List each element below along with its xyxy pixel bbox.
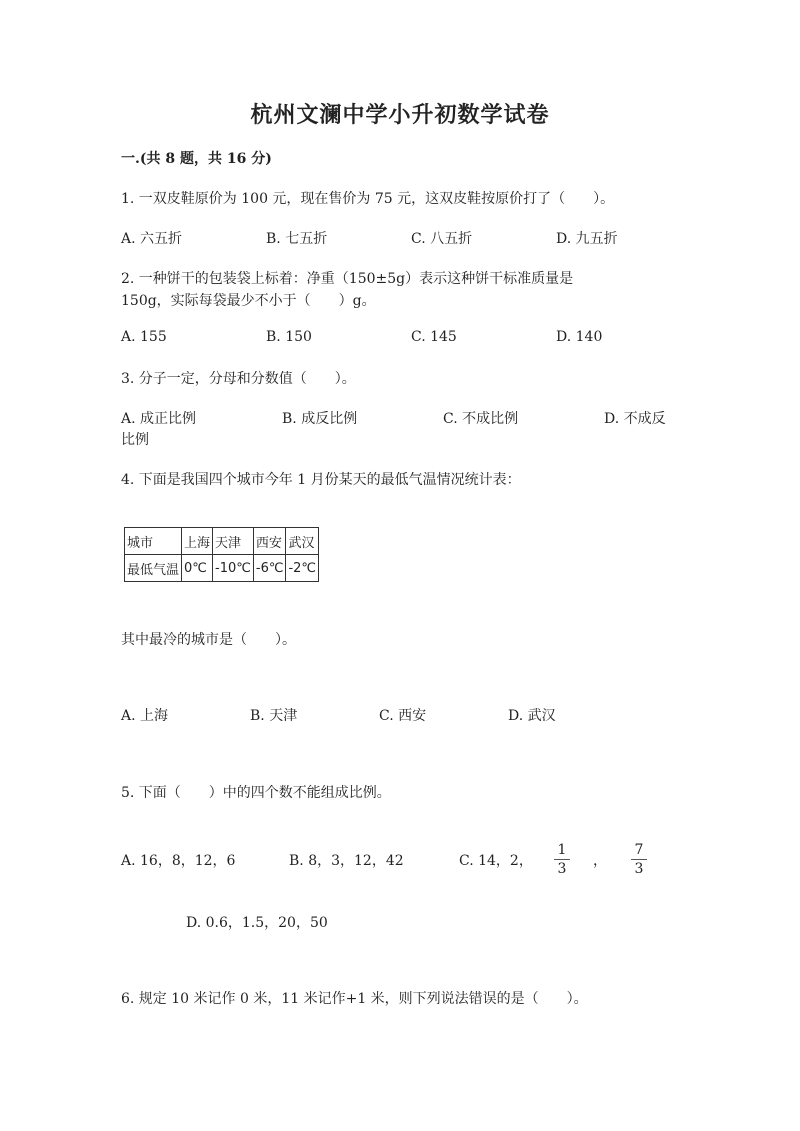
fraction-bar [554, 859, 570, 860]
fraction-numerator: 1 [557, 842, 567, 858]
q3-option-d[interactable]: D. 不成反 [604, 411, 666, 427]
q1-option-c[interactable]: C. 八五折 [411, 231, 473, 247]
table-header-row [125, 528, 319, 555]
question-2-line-2: 150g，实际每袋最少不小于（ ）g。 [121, 293, 376, 309]
table-cell: -2℃ [286, 555, 319, 582]
q3-option-b[interactable]: B. 成反比例 [282, 411, 358, 427]
q1-option-b[interactable]: B. 七五折 [266, 231, 328, 247]
table-cell: 最低气温 [125, 555, 182, 582]
table-cell: 0℃ [182, 555, 213, 582]
table-cell: 天津 [213, 528, 254, 555]
question-5: 5. 下面（ ）中的四个数不能组成比例。 [121, 785, 391, 801]
q4-option-a[interactable]: A. 上海 [121, 708, 169, 724]
fraction-numerator: 7 [634, 842, 644, 858]
table-row [125, 555, 319, 582]
q5-option-a[interactable]: A. 16，8，12，6 [121, 853, 236, 869]
question-3: 3. 分子一定，分母和分数值（ ）。 [121, 371, 356, 387]
fraction-one-third [554, 842, 570, 877]
fraction-denominator: 3 [634, 861, 644, 877]
fraction-bar [631, 859, 647, 860]
table-cell: -10℃ [213, 555, 254, 582]
table-cell: 西安 [253, 528, 286, 555]
table-cell: 武汉 [286, 528, 319, 555]
q3-option-c[interactable]: C. 不成比例 [443, 411, 519, 427]
table-cell: 上海 [182, 528, 213, 555]
fraction-separator: ， [593, 853, 607, 869]
fraction-denominator: 3 [557, 861, 567, 877]
q3-option-d-wrap: 比例 [121, 432, 149, 448]
question-4-prompt: 其中最冷的城市是（ ）。 [121, 632, 296, 648]
question-2-line-1: 2. 一种饼干的包装袋上标着：净重（150±5g）表示这种饼干标准质量是 [121, 271, 574, 287]
table-cell: -6℃ [253, 555, 286, 582]
section-heading: 一.(共 8 题，共 16 分) [121, 151, 272, 167]
q4-option-c[interactable]: C. 西安 [379, 708, 427, 724]
q5-option-d[interactable]: D. 0.6，1.5，20，50 [186, 915, 328, 931]
q4-option-d[interactable]: D. 武汉 [508, 708, 556, 724]
q2-option-c[interactable]: C. 145 [411, 329, 457, 345]
page-title: 杭州文澜中学小升初数学试卷 [250, 102, 550, 128]
question-6: 6. 规定 10 米记作 0 米，11 米记作+1 米，则下列说法错误的是（ ）。 [121, 991, 588, 1007]
q2-option-a[interactable]: A. 155 [121, 329, 167, 345]
question-1: 1. 一双皮鞋原价为 100 元，现在售价为 75 元，这双皮鞋按原价打了（ ）。 [121, 191, 615, 207]
q1-option-a[interactable]: A. 六五折 [121, 231, 183, 247]
fraction-seven-thirds [631, 842, 647, 877]
question-4: 4. 下面是我国四个城市今年 1 月份某天的最低气温情况统计表： [121, 472, 521, 488]
q5-option-b[interactable]: B. 8，3，12，42 [289, 853, 404, 869]
table-cell: 城市 [125, 528, 182, 555]
q2-option-d[interactable]: D. 140 [556, 329, 603, 345]
q2-option-b[interactable]: B. 150 [266, 329, 312, 345]
q5-option-c[interactable]: C. 14，2， [459, 853, 533, 869]
q1-option-d[interactable]: D. 九五折 [556, 231, 618, 247]
q4-option-b[interactable]: B. 天津 [250, 708, 298, 724]
q3-option-a[interactable]: A. 成正比例 [121, 411, 197, 427]
temperature-table [124, 527, 319, 582]
